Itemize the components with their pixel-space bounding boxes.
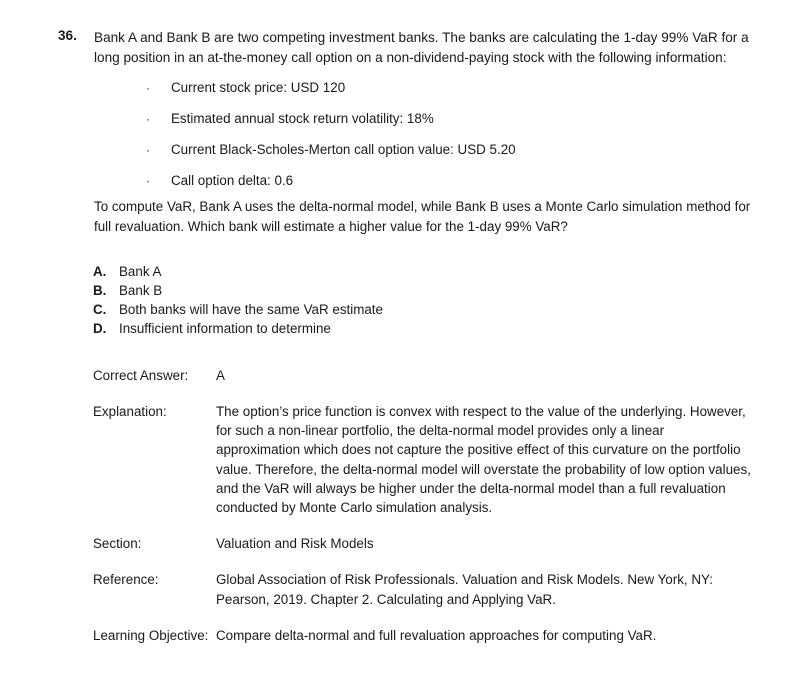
choice-text: Insufficient information to determine	[119, 321, 331, 336]
section-label: Section:	[93, 536, 142, 551]
choice-letter: D.	[93, 321, 107, 336]
bullet-text: Call option delta: 0.6	[171, 173, 294, 188]
bullet-text: Current stock price: USD 120	[171, 80, 346, 95]
bullet-icon: ·	[146, 112, 150, 126]
bullet-icon: ·	[146, 81, 150, 95]
section-value: Valuation and Risk Models	[216, 536, 374, 551]
correct-answer-value: A	[216, 368, 225, 383]
choice-letter: C.	[93, 302, 107, 317]
correct-answer-label: Correct Answer:	[93, 368, 189, 383]
learning-objective-label: Learning Objective:	[93, 628, 209, 643]
choice-c	[93, 300, 383, 319]
question-prompt: To compute VaR, Bank A uses the delta-normal model, while Bank B uses a Monte Carlo simulation method for full revaluation. Which bank will estimate a higher value for the 1-day 99% VaR?	[94, 199, 751, 234]
choice-letter: A.	[93, 264, 107, 279]
bullet-text: Estimated annual stock return volatility: 18%	[171, 111, 434, 126]
choice-a	[93, 262, 383, 281]
reference-value: Global Association of Risk Professionals. Valuation and Risk Models. New York, NY: Pearson, 2019. Chapter 2. Calculating and Applying VaR.	[216, 572, 713, 607]
explanation-text: The option’s price function is convex with respect to the value of the underlying. However, for such a non-linear portfolio, the delta-normal model provides only a linear approximation which does not capture the positive effect of this curvature on the portfolio value. Therefore, the delta-normal model will overstate the probability of low option values, and the VaR will always be higher under the delta-normal model than a full revaluation conducted by Monte Carlo simulation analysis.	[216, 404, 751, 516]
bullet-text: Current Black-Scholes-Merton call option value: USD 5.20	[171, 142, 516, 157]
choice-text: Both banks will have the same VaR estimate	[119, 302, 383, 317]
bullet-icon: ·	[146, 143, 150, 157]
answer-choices	[93, 262, 383, 338]
bullet-icon: ·	[146, 174, 150, 188]
question-stem: Bank A and Bank B are two competing investment banks. The banks are calculating the 1-day 99% VaR for a long position in an at-the-money call option on a non-dividend-paying stock with the following information:	[94, 30, 749, 65]
choice-text: Bank A	[119, 264, 162, 279]
question-number: 36.	[58, 28, 77, 43]
choice-b	[93, 281, 383, 300]
learning-objective-value: Compare delta-normal and full revaluation approaches for computing VaR.	[216, 628, 657, 643]
choice-d	[93, 319, 383, 338]
reference-label: Reference:	[93, 572, 159, 587]
choice-text: Bank B	[119, 283, 163, 298]
choice-letter: B.	[93, 283, 107, 298]
explanation-label: Explanation:	[93, 404, 167, 419]
